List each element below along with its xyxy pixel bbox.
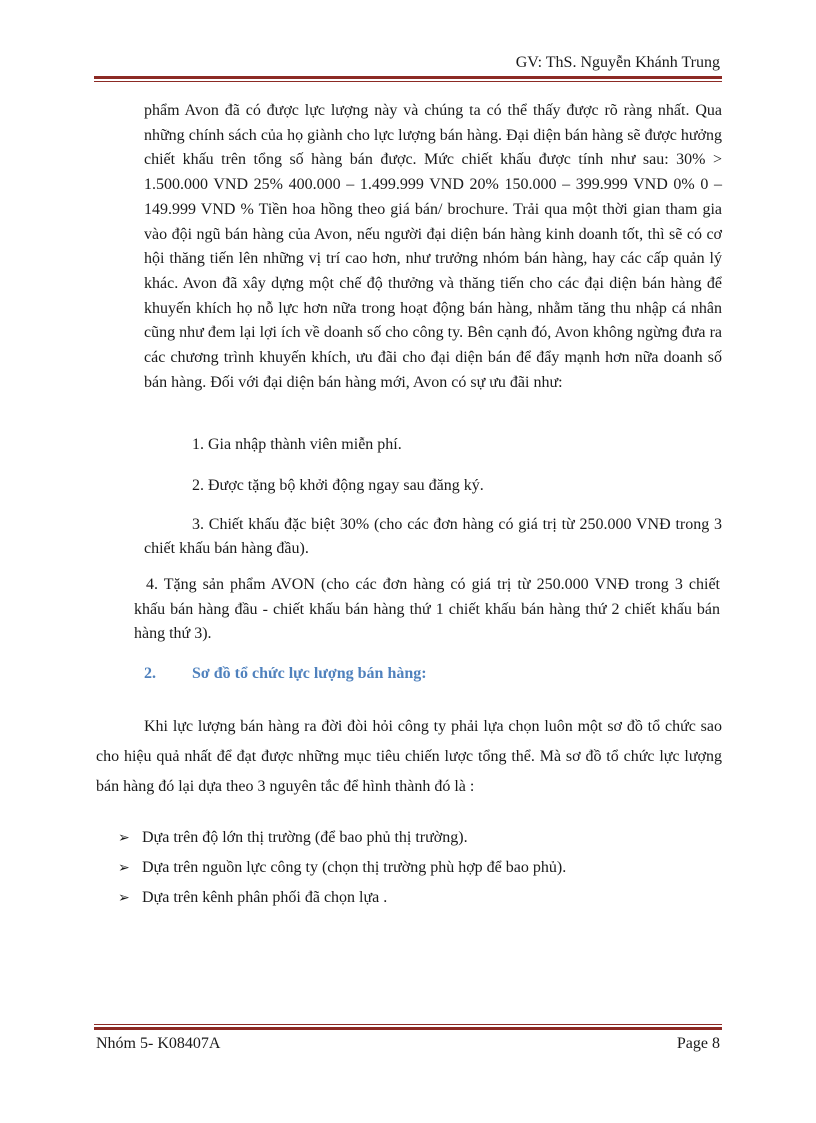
section-number: 2. [144,665,156,682]
header-rule [94,76,722,82]
header-rule-thick [94,76,722,79]
list-item-3: 3. Chiết khấu đặc biệt 30% (cho các đơn hàng có giá trị từ 250.000 VNĐ trong 3 chiết khấu bán hàng đầu). [144,516,722,557]
bullet-text: Dựa trên nguồn lực công ty (chọn thị trường phù hợp để bao phủ). [142,859,567,876]
list-item-4: 4. Tặng sản phẩm AVON (cho các đơn hàng có giá trị từ 250.000 VNĐ trong 3 chiết khấu bán hàng đầu - chiết khấu bán hàng thứ 1 chiết khấu bán hàng thứ 2 chiết khấu bán hàng thứ 3). [134,576,720,642]
bullet-item [118,858,566,888]
list-item-2: 2. Được tặng bộ khởi động ngay sau đăng ký. [192,477,484,494]
footer-page-number: Page 8 [676,1035,720,1052]
bullet-item [118,828,566,858]
list-item-1: 1. Gia nhập thành viên miễn phí. [192,436,402,453]
arrow-right-icon: ➢ [118,890,130,906]
bullet-list [118,828,566,918]
bullet-text: Dựa trên độ lớn thị trường (để bao phủ thị trường). [142,829,468,846]
footer-rule-thin [94,1024,722,1025]
bullet-text: Dựa trên kênh phân phối đã chọn lựa . [142,889,388,906]
section-title: Sơ đồ tổ chức lực lượng bán hàng: [192,665,427,682]
footer-rule-thick [94,1027,722,1030]
bullet-item [118,888,566,918]
body-paragraph-1: phẩm Avon đã có được lực lượng này và chúng ta có thể thấy được rõ ràng nhất. Qua những chính sách của họ giành cho lực lượng bán hàng. Đại diện bán hàng sẽ được hưởng chiết khấu trên tổng số hàng bán được. Mức chiết khấu được tính như sau: 30% > 1.500.000 VND 25% 400.000 – 1.499.999 VND 20% 150.000 – 399.999 VND 0% 0 – 149.999 VND % Tiền hoa hồng theo giá bán/ brochure. Trải qua một thời gian tham gia vào đội ngũ bán hàng của Avon, nếu người đại diện bán hàng kinh doanh tốt, thì sẽ có cơ hội thăng tiến lên những vị trí cao hơn, như trưởng nhóm bán hàng, hay các cấp quản lý khác. Avon đã xây dựng một chế độ thưởng và thăng tiến cho các đại diện bán hàng để khuyến khích họ nỗ lực hơn nữa trong hoạt động bán hàng, nhằm tăng thu nhập cá nhân cũng như đem lại lợi ích về doanh số cho công ty. Bên cạnh đó, Avon không ngừng đưa ra các chương trình khuyến khích, ưu đãi cho đại diện bán để đẩy mạnh hơn nữa doanh số bán hàng. Đối với đại diện bán hàng mới, Avon có sự ưu đãi như: [144,102,722,391]
arrow-right-icon: ➢ [118,860,130,876]
arrow-right-icon: ➢ [118,830,130,846]
header-lecturer: GV: ThS. Nguyễn Khánh Trung [515,54,720,71]
footer-group: Nhóm 5- K08407A [96,1035,221,1052]
section-heading [144,664,427,684]
footer-rule [94,1024,722,1030]
header-rule-thin [94,81,722,82]
body-paragraph-2: Khi lực lượng bán hàng ra đời đòi hỏi công ty phải lựa chọn luôn một sơ đồ tổ chức sao cho hiệu quả nhất để đạt được những mục tiêu chiến lược tổng thể. Mà sơ đồ tổ chức lực lượng bán hàng đó lại dựa theo 3 nguyên tắc để hình thành đó là : [96,718,722,795]
